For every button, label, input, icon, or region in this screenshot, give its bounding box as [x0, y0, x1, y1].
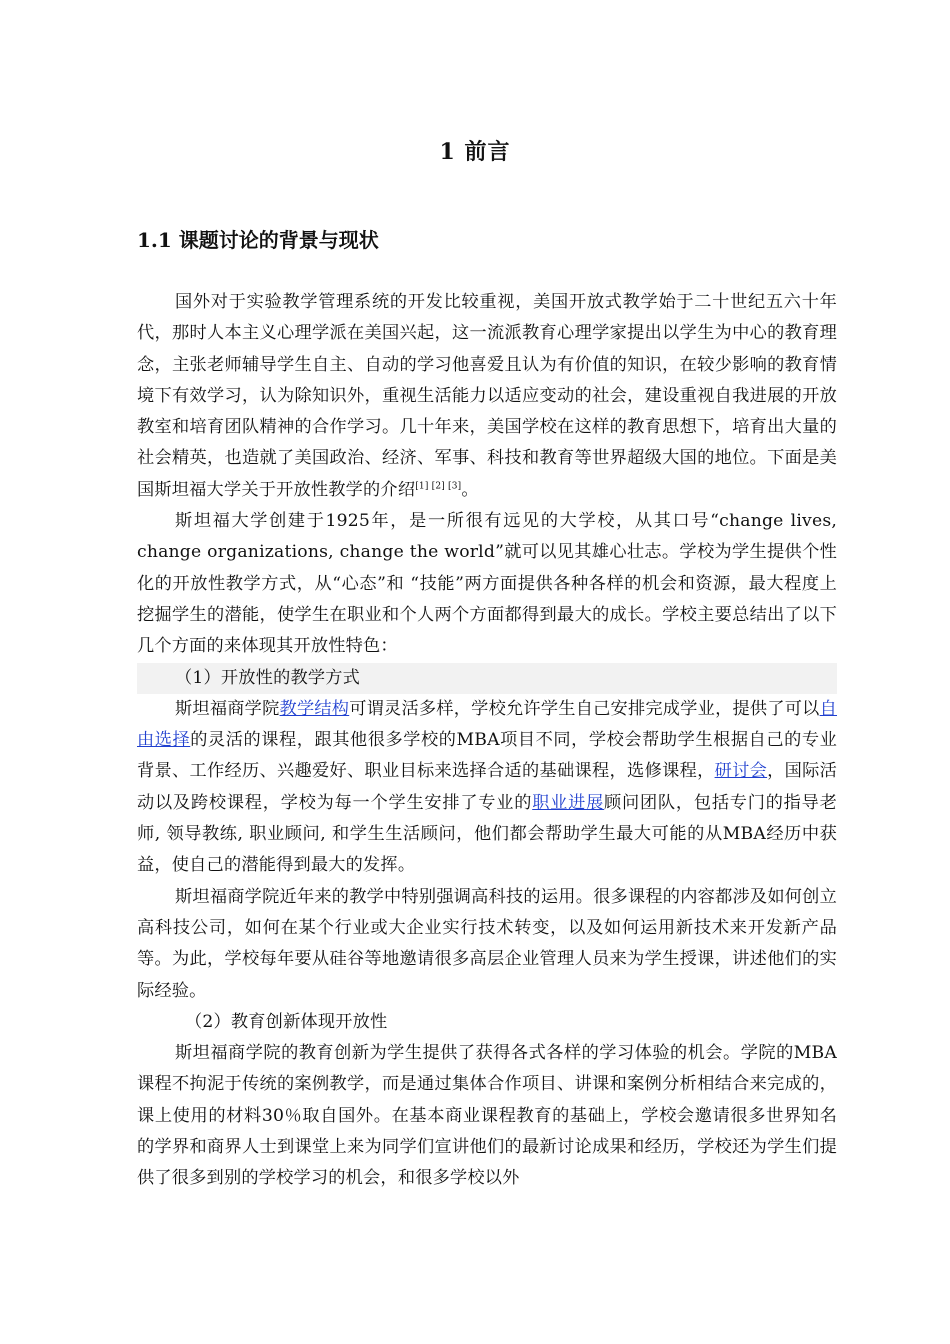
link-teaching-structure[interactable]: 教学结构 [279, 698, 350, 719]
sub-heading-open-teaching: （1）开放性的教学方式 [137, 663, 837, 694]
paragraph-high-tech: 斯坦福商学院近年来的教学中特别强调高科技的运用。很多课程的内容都涉及如何创立高科技公司，如何在某个行业或大企业实行技术转变，以及如何运用新技术来开发新产品等。为此，学校每年要从硅谷等地邀请很多高层企业管理人员来为学生授课，讲述他们的实际经验。 [137, 886, 837, 1001]
link-free-choice[interactable]: 自由选择 [137, 698, 837, 751]
section-title: 1.1 课题讨论的背景与现状 [137, 228, 379, 252]
paragraph-text: 国外对于实验教学管理系统的开发比较重视，美国开放式教学始于二十世纪五六十年代，那时人本主义心理学派在美国兴起，这一流派教育心理学家提出以学生为中心的教育理念，主张老师辅导学生自主、自动的学习他喜爱且认为有价值的知识，在较少影响的教育情境下有效学习，认为除知识外，重视生活能力以适应变动的社会，建设重视自我进展的开放教室和培育团队精神的合作学习。几十年来，美国学校在这样的教育思想下，培育出大量的社会精英，也造就了美国政治、经济、军事、科技和教育等世界超级大国的地位。下面是美国斯坦福大学关于开放性教学的介绍 [137, 292, 837, 500]
paragraph-end: 。 [461, 479, 479, 500]
text-span: 斯坦福商学院 [175, 698, 280, 719]
link-seminar[interactable]: 研讨会 [714, 761, 768, 782]
text-span: 的灵活的课程，跟其他很多学校的MBA项目不同，学校会帮助学生根据自己的专业背景、工作经历、兴趣爱好、职业目标来选择合适的基础课程，选修课程， [137, 730, 837, 782]
sub-heading-innovation: （2）教育创新体现开放性 [185, 1011, 388, 1032]
chapter-title: 1 前言 [439, 139, 511, 165]
paragraph-innovation: 斯坦福商学院的教育创新为学生提供了获得各式各样的学习体验的机会。学院的MBA课程不拘泥于传统的案例教学，而是通过集体合作项目、讲课和案例分析相结合来完成的，课上使用的材料30％取自国外。在基本商业课程教育的基础上，学校会邀请很多世界知名的学界和商界人士到课堂上来为同学们宣讲他们的最新讨论成果和经历，学校还为学生们提供了很多到别的学校学习的机会，和很多学校以外 [137, 1043, 837, 1189]
link-career-progress[interactable]: 职业进展 [532, 792, 605, 813]
citation-refs[interactable]: [1] [2] [3] [415, 481, 462, 492]
paragraph-background [137, 287, 837, 506]
document-body [137, 287, 837, 1195]
text-span: 顾问团队，包括专门的指导老师, 领导教练, 职业顾问, 和学生生活顾问，他们都会帮助学生最大可能的从MBA经历中获益，使自己的潜能得到最大的发挥。 [137, 792, 837, 876]
text-span: 可谓灵活多样，学校允许学生自己安排完成学业，提供了可以 [349, 698, 820, 719]
paragraph-teaching-structure [137, 694, 837, 882]
paragraph-stanford-intro: 斯坦福大学创建于1925年，是一所很有远见的大学校，从其口号“change lives, change organizations, change the world”就可以见其雄心壮志。学校为学生提供个性化的开放性教学方式，从“心态”和 “技能”两方面提供各种各样的机会和资源，最大程度上挖掘学生的潜能，使学生在职业和个人两个方面都得到最大的成长。学校主要总结出了以下几个方面的来体现其开放性特色： [137, 511, 837, 657]
text-span: ，国际活动以及跨校课程，学校为每一个学生安排了专业的 [137, 761, 837, 813]
